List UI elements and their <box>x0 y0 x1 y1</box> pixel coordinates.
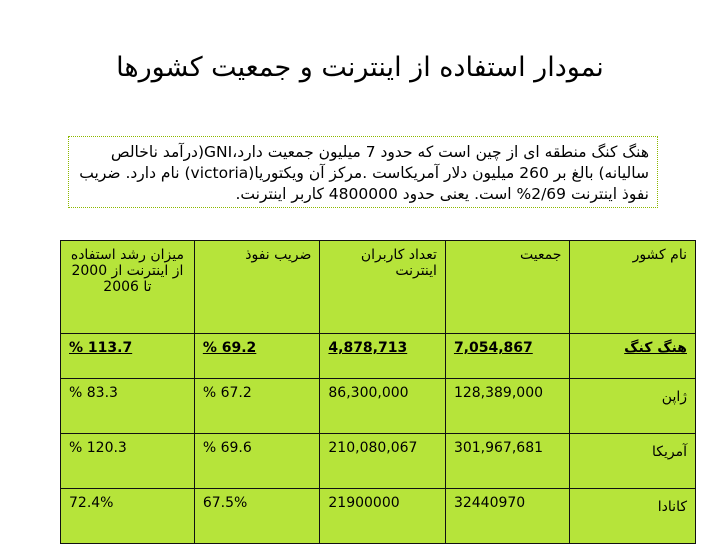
info-note: هنگ کنگ منطقه ای از چین است که حدود 7 میلیون جمعیت دارد،GNI(درآمد ناخالص سالیانه) بالغ بر 260 میلیون دلار آمریکاست .مرکز آن ویکتوریا(victoria) نام دارد. ضریب نفوذ اینترنت 2/69% است. یعنی حدود 4800000 کاربر اینترنت. <box>68 136 658 208</box>
cell-users: 210,080,067 <box>320 434 446 489</box>
cell-country: کانادا <box>570 489 696 544</box>
cell-penetration: 67.5% <box>194 489 320 544</box>
slide-title: نمودار استفاده از اینترنت و جمعیت کشورها <box>116 52 604 83</box>
cell-penetration: % 69.6 <box>194 434 320 489</box>
cell-penetration: % 67.2 <box>194 379 320 434</box>
cell-population: 7,054,867 <box>445 334 570 379</box>
cell-growth: 72.4% <box>61 489 195 544</box>
cell-country: آمریکا <box>570 434 696 489</box>
table-row <box>61 334 696 379</box>
cell-penetration: % 69.2 <box>194 334 320 379</box>
table-row <box>61 434 696 489</box>
cell-population: 128,389,000 <box>445 379 570 434</box>
header-country: نام کشور <box>570 241 696 334</box>
header-population: جمعیت <box>445 241 570 334</box>
cell-population: 301,967,681 <box>445 434 570 489</box>
cell-users: 86,300,000 <box>320 379 446 434</box>
table-row <box>61 379 696 434</box>
header-internet-users: تعداد کاربران اینترنت <box>320 241 446 334</box>
cell-users: 4,878,713 <box>320 334 446 379</box>
table-row <box>61 489 696 544</box>
cell-users: 21900000 <box>320 489 446 544</box>
header-penetration: ضریب نفوذ <box>194 241 320 334</box>
table-header-row <box>61 241 696 334</box>
cell-population: 32440970 <box>445 489 570 544</box>
cell-growth: % 120.3 <box>61 434 195 489</box>
internet-usage-table <box>60 240 696 544</box>
cell-country: هنگ کنگ <box>570 334 696 379</box>
cell-country: ژاپن <box>570 379 696 434</box>
cell-growth: % 83.3 <box>61 379 195 434</box>
header-growth: میزان رشد استفاده از اینترنت از 2000 تا 2006 <box>61 241 195 334</box>
cell-growth: % 113.7 <box>61 334 195 379</box>
